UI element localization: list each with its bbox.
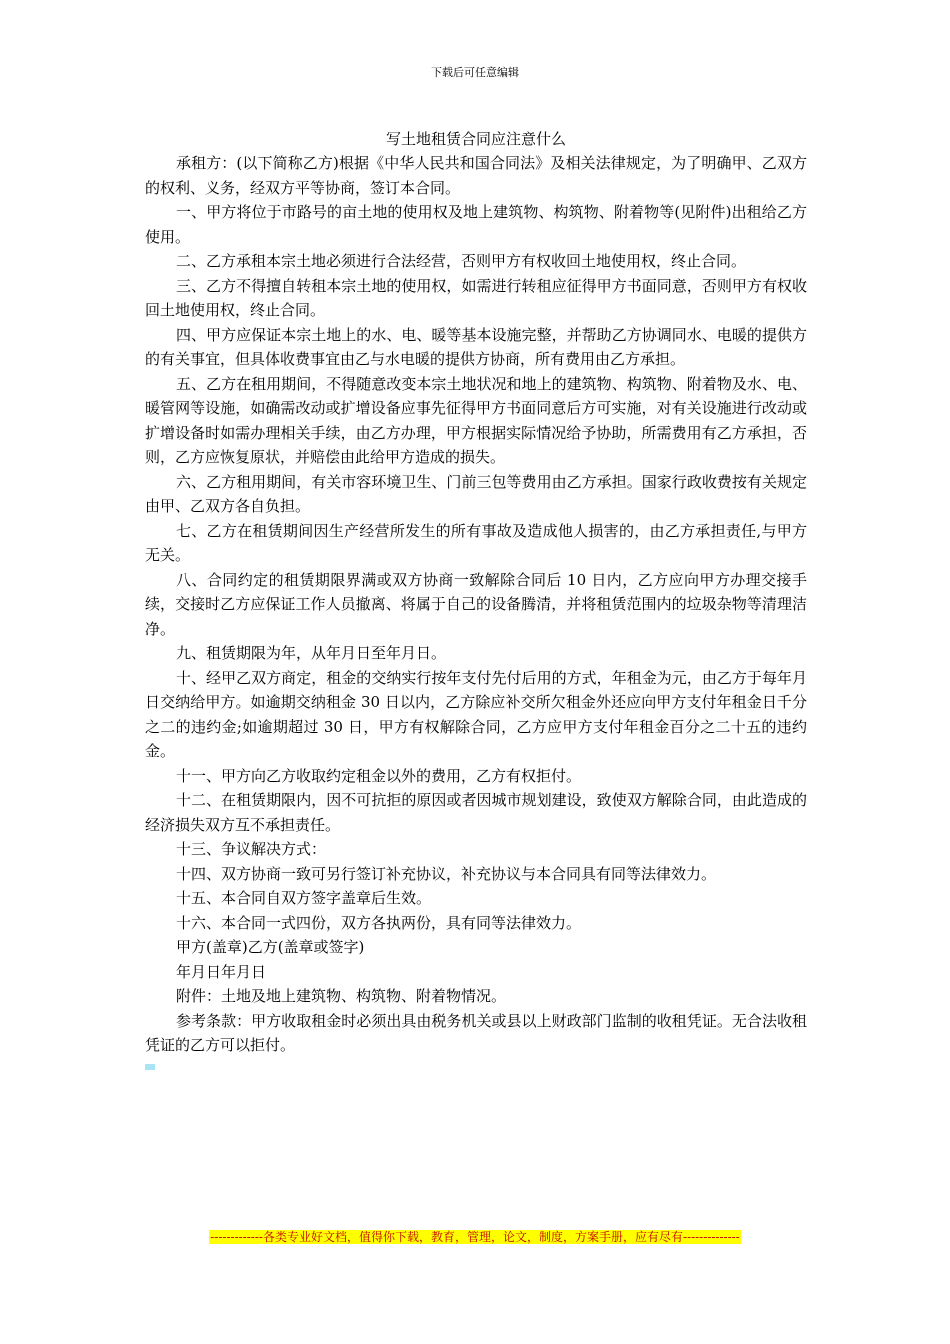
paragraph-clause-7: 七、乙方在租赁期间因生产经营所发生的所有事故及造成他人损害的，由乙方承担责任,与甲方无关。 xyxy=(145,521,807,564)
page-header: 下载后可任意编辑 xyxy=(431,66,519,79)
paragraph-preamble: 承租方：(以下简称乙方)根据《中华人民共和国合同法》及相关法律规定，为了明确甲、乙双方的权利、义务，经双方平等协商，签订本合同。 xyxy=(145,154,807,197)
paragraph-clause-6: 六、乙方租用期间，有关市容环境卫生、门前三包等费用由乙方承担。国家行政收费按有关规定由甲、乙双方各自负担。 xyxy=(145,472,807,515)
page-footer xyxy=(0,1229,950,1245)
paragraph-clause-2: 二、乙方承租本宗土地必须进行合法经营，否则甲方有权收回土地使用权，终止合同。 xyxy=(176,252,747,270)
paragraph-clause-10: 十、经甲乙双方商定，租金的交纳实行按年支付先付后用的方式，年租金为元，由乙方于每年月日交纳给甲方。如逾期交纳租金 30 日以内，乙方除应补交所欠租金外还应向甲方支付年租金日千分之二的违约金;如逾期超过 30 日，甲方有权解除合同，乙方应甲方支付年租金百分之二十五的违约金。 xyxy=(145,668,807,760)
text-cursor-marker xyxy=(145,1064,155,1070)
paragraph-clause-13: 十三、争议解决方式： xyxy=(176,840,327,858)
footer-banner-text: -------------各类专业好文档，值得你下载，教育，管理，论文，制度，方案手册，应有尽有-------------- xyxy=(210,1230,740,1244)
paragraph-clause-3: 三、乙方不得擅自转租本宗土地的使用权，如需进行转租应征得甲方书面同意，否则甲方有权收回土地使用权，终止合同。 xyxy=(145,276,807,319)
paragraph-clause-12: 十二、在租赁期限内，因不可抗拒的原因或者因城市规划建设，致使双方解除合同，由此造成的经济损失双方互不承担责任。 xyxy=(145,791,807,834)
paragraph-clause-8: 八、合同约定的租赁期限界满或双方协商一致解除合同后 10 日内，乙方应向甲方办理交接手续，交接时乙方应保证工作人员撤离、将属于自己的设备腾清，并将租赁范围内的垃圾杂物等清理洁净。 xyxy=(145,570,807,638)
paragraph-clause-15: 十五、本合同自双方签字盖章后生效。 xyxy=(176,889,432,907)
paragraph-clause-16: 十六、本合同一式四份，双方各执两份，具有同等法律效力。 xyxy=(176,913,582,932)
paragraph-clause-14: 十四、双方协商一致可另行签订补充协议，补充协议与本合同具有同等法律效力。 xyxy=(176,864,717,883)
document-title: 写土地租赁合同应注意什么 xyxy=(385,130,566,148)
signature-dates: 年月日年月日 xyxy=(176,962,267,981)
paragraph-clause-5: 五、乙方在租用期间，不得随意改变本宗土地状况和地上的建筑物、构筑物、附着物及水、电、暖管网等设施，如确需改动或扩增设备应事先征得甲方书面同意后方可实施，对有关设施进行改动或扩增设备时如需办理相关手续，由乙方办理，甲方根据实际情况给予协助，所需费用有乙方承担，否则，乙方应恢复原状，并赔偿由此给甲方造成的损失。 xyxy=(145,374,807,466)
signature-parties: 甲方(盖章)乙方(盖章或签字) xyxy=(176,938,365,956)
reference-clause: 参考条款：甲方收取租金时必须出具由税务机关或县以上财政部门监制的收租凭证。无合法收租凭证的乙方可以拒付。 xyxy=(145,1011,807,1054)
paragraph-clause-1: 一、甲方将位于市路号的亩土地的使用权及地上建筑物、构筑物、附着物等(见附件)出租给乙方使用。 xyxy=(145,203,807,246)
attachment-note: 附件：土地及地上建筑物、构筑物、附着物情况。 xyxy=(176,987,507,1005)
paragraph-clause-4: 四、甲方应保证本宗土地上的水、电、暖等基本设施完整，并帮助乙方协调同水、电暖的提供方的有关事宜，但具体收费事宜由乙与水电暖的提供方协商，所有费用由乙方承担。 xyxy=(145,325,807,368)
paragraph-clause-9: 九、租赁期限为年，从年月日至年月日。 xyxy=(176,644,447,662)
document-body xyxy=(145,127,807,1070)
paragraph-clause-11: 十一、甲方向乙方收取约定租金以外的费用，乙方有权拒付。 xyxy=(176,766,582,785)
